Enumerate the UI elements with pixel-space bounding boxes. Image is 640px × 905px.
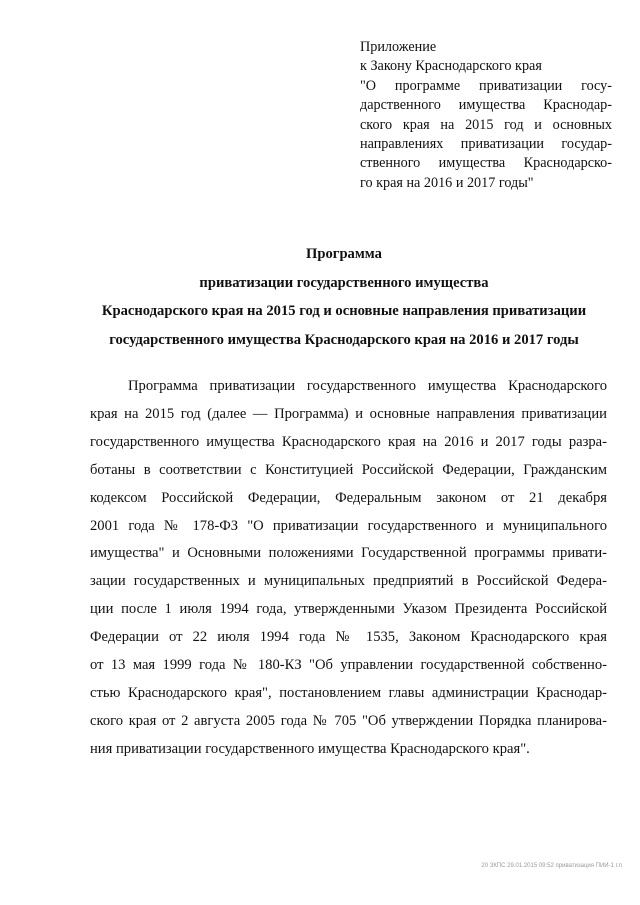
- body-line: края на 2015 год (далее — Программа) и основные направления приватизации: [90, 405, 607, 422]
- appendix-line: Приложение: [360, 39, 437, 55]
- body-line: 2001 года № 178-ФЗ "О приватизации государственного и муниципального: [90, 517, 607, 534]
- appendix-note: [360, 38, 612, 193]
- appendix-line: го края на 2016 и 2017 годы": [360, 174, 534, 191]
- body-line: ботаны в соответствии с Конституцией Российской Федерации, Гражданским: [90, 461, 607, 478]
- appendix-line: ского края на 2015 год и основных: [360, 116, 612, 133]
- document-title: [70, 240, 618, 354]
- body-line: ции после 1 июля 1994 года, утвержденными Указом Президента Российской: [90, 601, 607, 618]
- appendix-line: направлениях приватизации государ-: [360, 136, 612, 153]
- body-line: Программа приватизации государственного имущества Краснодарского: [128, 378, 607, 394]
- body-line: ния приватизации государственного имущества Краснодарского края".: [90, 740, 530, 757]
- body-line: стью Краснодарского края", постановлением главы администрации Краснодар-: [90, 684, 607, 701]
- body-line: зации государственных и муниципальных предприятий в Российской Федера-: [90, 573, 607, 590]
- appendix-line: ственного имущества Краснодарско-: [360, 155, 612, 172]
- title-line: государственного имущества Краснодарского края на 2016 и 2017 годы: [109, 331, 579, 348]
- title-line: Краснодарского края на 2015 год и основные направления приватизации: [101, 303, 587, 319]
- body-line: имущества" и Основными положениями Государственной программы привати-: [90, 545, 607, 562]
- body-line: от 13 мая 1999 года № 180-КЗ "Об управлении государственной собственно-: [90, 657, 607, 674]
- title-line: Программа: [306, 246, 382, 262]
- appendix-line: дарственного имущества Краснодар-: [360, 97, 612, 114]
- body-line: кодексом Российской Федерации, Федеральным законом от 21 декабря: [90, 489, 607, 506]
- body-paragraph: [90, 373, 607, 764]
- file-stamp: 20 ЗКПС 29.01.2015 09:52 приватизация ПИИ-1 г.п: [481, 863, 622, 869]
- appendix-line: к Закону Краснодарского края: [360, 58, 542, 75]
- title-line: приватизации государственного имущества: [199, 274, 489, 291]
- body-line: ского края от 2 августа 2005 года № 705 "Об утверждении Порядка планирова-: [90, 712, 607, 729]
- body-line: Федерации от 22 июля 1994 года № 1535, Законом Краснодарского края: [90, 629, 607, 646]
- body-line: государственного имущества Краснодарского края на 2016 и 2017 годы разра-: [90, 433, 607, 450]
- appendix-line: "О программе приватизации госу-: [360, 77, 612, 94]
